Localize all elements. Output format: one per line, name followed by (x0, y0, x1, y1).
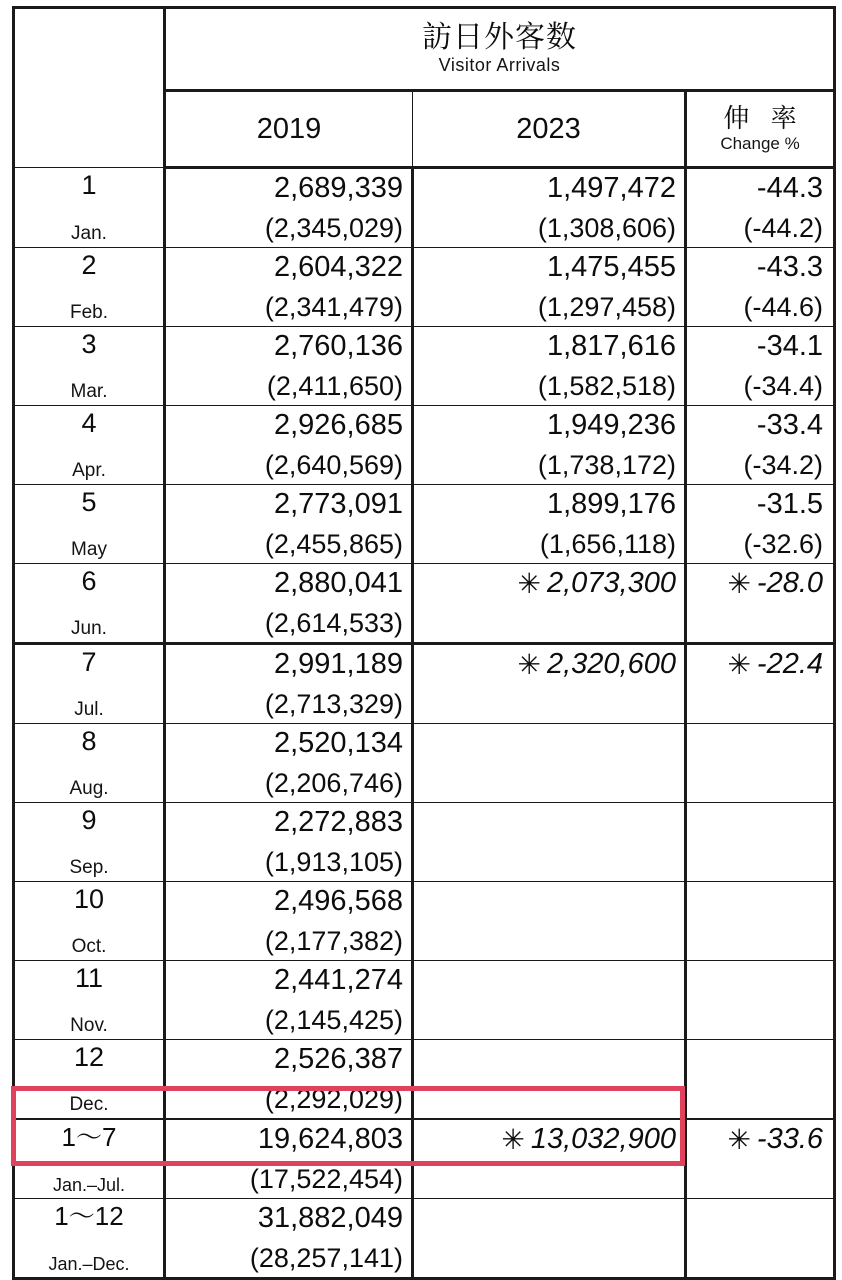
cell-2023 (413, 248, 686, 327)
value-change-main: -43.3 (756, 251, 824, 283)
cell-2019 (165, 882, 413, 961)
month-number: 3 (81, 329, 97, 359)
month-cell (14, 168, 165, 248)
value-2019-main: 2,880,041 (273, 567, 403, 599)
month-number: 6 (81, 566, 97, 596)
value-2019-sub: (1,913,105) (264, 846, 403, 877)
value-2023-main (501, 1123, 676, 1156)
table-row (14, 327, 835, 406)
month-number: 12 (73, 1042, 105, 1072)
value-2019-sub: (2,640,569) (264, 449, 403, 480)
month-abbr: Mar. (70, 381, 108, 402)
table-row (14, 882, 835, 961)
cell-2019 (165, 961, 413, 1040)
value-change-main (727, 648, 823, 681)
month-number: 1 (81, 170, 97, 200)
value-2023-main (518, 648, 676, 681)
cell-2023 (413, 961, 686, 1040)
month-cell (14, 1199, 165, 1279)
value-2019-sub: (2,614,533) (264, 607, 403, 638)
cell-change (686, 1119, 835, 1199)
cell-2023 (413, 882, 686, 961)
value-change-main-text: -22.4 (756, 648, 824, 680)
value-2019-sub: (2,341,479) (264, 291, 403, 322)
value-2019-sub: (2,177,382) (264, 925, 403, 956)
value-change-sub: (-44.2) (743, 212, 824, 243)
cell-2019 (165, 1119, 413, 1199)
month-abbr: Feb. (69, 302, 109, 323)
column-header-2019: 2019 (165, 91, 413, 168)
cell-2023 (413, 1199, 686, 1279)
value-2023-main: 1,475,455 (546, 251, 676, 283)
table-row (14, 248, 835, 327)
value-2019-sub: (2,145,425) (264, 1004, 403, 1035)
cell-2019 (165, 1040, 413, 1120)
value-2023-main: 1,497,472 (546, 172, 676, 204)
month-cell (14, 564, 165, 644)
month-abbr: Jan.–Dec. (48, 1254, 130, 1274)
month-number: 8 (81, 726, 97, 756)
value-2019-main: 2,496,568 (273, 885, 403, 917)
value-change-sub: (-32.6) (743, 528, 824, 559)
value-2019-sub: (2,292,029) (264, 1083, 403, 1114)
cell-2019 (165, 168, 413, 248)
cell-change (686, 961, 835, 1040)
table-body (14, 168, 835, 1279)
month-abbr: Oct. (71, 936, 107, 957)
month-abbr: Jan. (71, 223, 107, 244)
table-title-cell (165, 8, 835, 91)
cell-2023 (413, 406, 686, 485)
value-2023-main: 1,817,616 (546, 330, 676, 362)
value-2019-sub: (2,411,650) (266, 370, 403, 401)
month-number: 5 (81, 487, 97, 517)
cell-2023 (413, 803, 686, 882)
column-header-2023: 2023 (413, 91, 686, 168)
table-row (14, 803, 835, 882)
value-change-sub: (-34.4) (743, 370, 824, 401)
table-row (14, 1040, 835, 1120)
value-2023-sub: (1,656,118) (539, 528, 676, 559)
value-change-main-text: -33.6 (756, 1123, 824, 1155)
change-label-japanese: 伸 率 (723, 102, 804, 133)
table-row (14, 961, 835, 1040)
month-cell (14, 485, 165, 564)
value-2023-sub: (1,738,172) (537, 449, 676, 480)
cell-change (686, 564, 835, 644)
value-2023-sub: (1,582,518) (537, 370, 676, 401)
cell-change (686, 882, 835, 961)
month-abbr: Jul. (74, 699, 104, 720)
month-cell (14, 406, 165, 485)
month-abbr: Nov. (70, 1015, 108, 1036)
cell-2023 (413, 724, 686, 803)
month-cell (14, 724, 165, 803)
value-change-main: -31.5 (756, 488, 824, 520)
value-2019-main: 2,526,387 (273, 1043, 403, 1075)
value-2019-main: 2,689,339 (273, 172, 403, 204)
cell-2023 (413, 485, 686, 564)
cell-2019 (165, 564, 413, 644)
provisional-asterisk-icon: ✳ (501, 1124, 525, 1155)
table-row (14, 724, 835, 803)
cell-2019 (165, 327, 413, 406)
title-english: Visitor Arrivals (438, 54, 561, 75)
value-2023-main: 1,899,176 (546, 488, 676, 520)
value-2023-sub: (1,297,458) (537, 291, 676, 322)
month-cell (14, 1040, 165, 1120)
value-2023-main: 1,949,236 (546, 409, 676, 441)
header-row-title (14, 8, 835, 91)
cell-change (686, 168, 835, 248)
value-2023-main-text: 2,073,300 (546, 567, 676, 599)
month-cell (14, 248, 165, 327)
value-2023-sub: (1,308,606) (537, 212, 676, 243)
cell-2023 (413, 564, 686, 644)
month-cell (14, 644, 165, 724)
summary-row-jan-dec (14, 1199, 835, 1279)
month-number: 1〜12 (54, 1201, 124, 1231)
table-header (14, 8, 835, 168)
cell-2023 (413, 327, 686, 406)
value-2023-main-text: 2,320,600 (546, 648, 676, 680)
header-corner-cell (14, 8, 165, 168)
cell-2023 (413, 1040, 686, 1120)
provisional-asterisk-icon: ✳ (517, 568, 541, 599)
month-cell (14, 803, 165, 882)
month-abbr: Apr. (72, 460, 106, 481)
visitor-arrivals-table (12, 6, 836, 1280)
month-number: 4 (81, 408, 97, 438)
value-2019-sub: (2,455,865) (264, 528, 403, 559)
month-cell (14, 961, 165, 1040)
cell-2019 (165, 1199, 413, 1279)
cell-2019 (165, 644, 413, 724)
month-number: 9 (81, 805, 97, 835)
cell-2023 (413, 168, 686, 248)
value-2019-main: 2,272,883 (273, 806, 403, 838)
month-cell (14, 327, 165, 406)
month-abbr: Dec. (69, 1094, 109, 1115)
value-change-sub: (-44.6) (743, 291, 824, 322)
month-abbr: May (71, 539, 107, 560)
value-change-main-text: -28.0 (756, 567, 824, 599)
cell-change (686, 803, 835, 882)
month-number: 10 (73, 884, 105, 914)
value-change-main (727, 1123, 823, 1156)
value-change-main: -34.1 (756, 330, 824, 362)
value-2019-main: 31,882,049 (257, 1202, 403, 1234)
value-2019-sub: (17,522,454) (249, 1163, 403, 1194)
value-2019-sub: (2,345,029) (264, 212, 403, 243)
month-cell (14, 1119, 165, 1199)
cell-change (686, 1199, 835, 1279)
cell-2019 (165, 485, 413, 564)
cell-2023 (413, 1119, 686, 1199)
summary-row-jan-jul (14, 1119, 835, 1199)
value-change-main (727, 567, 823, 600)
month-abbr: Jun. (71, 618, 107, 639)
cell-change (686, 724, 835, 803)
month-abbr: Aug. (69, 778, 109, 799)
cell-change (686, 248, 835, 327)
value-2019-sub: (2,713,329) (264, 688, 403, 719)
value-change-sub: (-34.2) (743, 449, 824, 480)
column-header-change (686, 91, 835, 168)
cell-change (686, 485, 835, 564)
provisional-asterisk-icon: ✳ (727, 568, 751, 599)
cell-change (686, 406, 835, 485)
value-2019-main: 2,441,274 (273, 964, 403, 996)
month-number: 7 (81, 647, 97, 677)
value-2019-main: 2,520,134 (273, 727, 403, 759)
value-2023-main-text: 13,032,900 (530, 1123, 676, 1155)
table-row (14, 564, 835, 644)
table-row (14, 644, 835, 724)
value-2019-main: 2,991,189 (273, 648, 403, 680)
cell-change (686, 1040, 835, 1120)
value-change-main: -44.3 (756, 172, 824, 204)
table-row (14, 485, 835, 564)
value-2019-main: 2,926,685 (273, 409, 403, 441)
month-number: 11 (74, 963, 104, 993)
provisional-asterisk-icon: ✳ (727, 649, 751, 680)
change-label-english: Change % (720, 134, 800, 154)
value-change-main: -33.4 (756, 409, 824, 441)
cell-2019 (165, 724, 413, 803)
month-cell (14, 882, 165, 961)
cell-2023 (413, 644, 686, 724)
value-2019-sub: (28,257,141) (249, 1242, 403, 1273)
table-row (14, 168, 835, 248)
value-2019-main: 2,760,136 (273, 330, 403, 362)
cell-2019 (165, 803, 413, 882)
value-2019-main: 2,773,091 (273, 488, 403, 520)
month-abbr: Sep. (69, 857, 109, 878)
value-2019-sub: (2,206,746) (264, 767, 403, 798)
title-japanese: 訪日外客数 (422, 21, 578, 55)
provisional-asterisk-icon: ✳ (517, 649, 541, 680)
month-number: 2 (81, 250, 97, 280)
cell-change (686, 644, 835, 724)
value-2019-main: 19,624,803 (257, 1123, 403, 1155)
table-row (14, 406, 835, 485)
month-number: 1〜7 (61, 1122, 117, 1152)
month-abbr: Jan.–Jul. (52, 1175, 126, 1195)
cell-change (686, 327, 835, 406)
provisional-asterisk-icon: ✳ (727, 1124, 751, 1155)
value-2019-main: 2,604,322 (273, 251, 403, 283)
cell-2019 (165, 248, 413, 327)
value-2023-main (518, 567, 676, 600)
cell-2019 (165, 406, 413, 485)
